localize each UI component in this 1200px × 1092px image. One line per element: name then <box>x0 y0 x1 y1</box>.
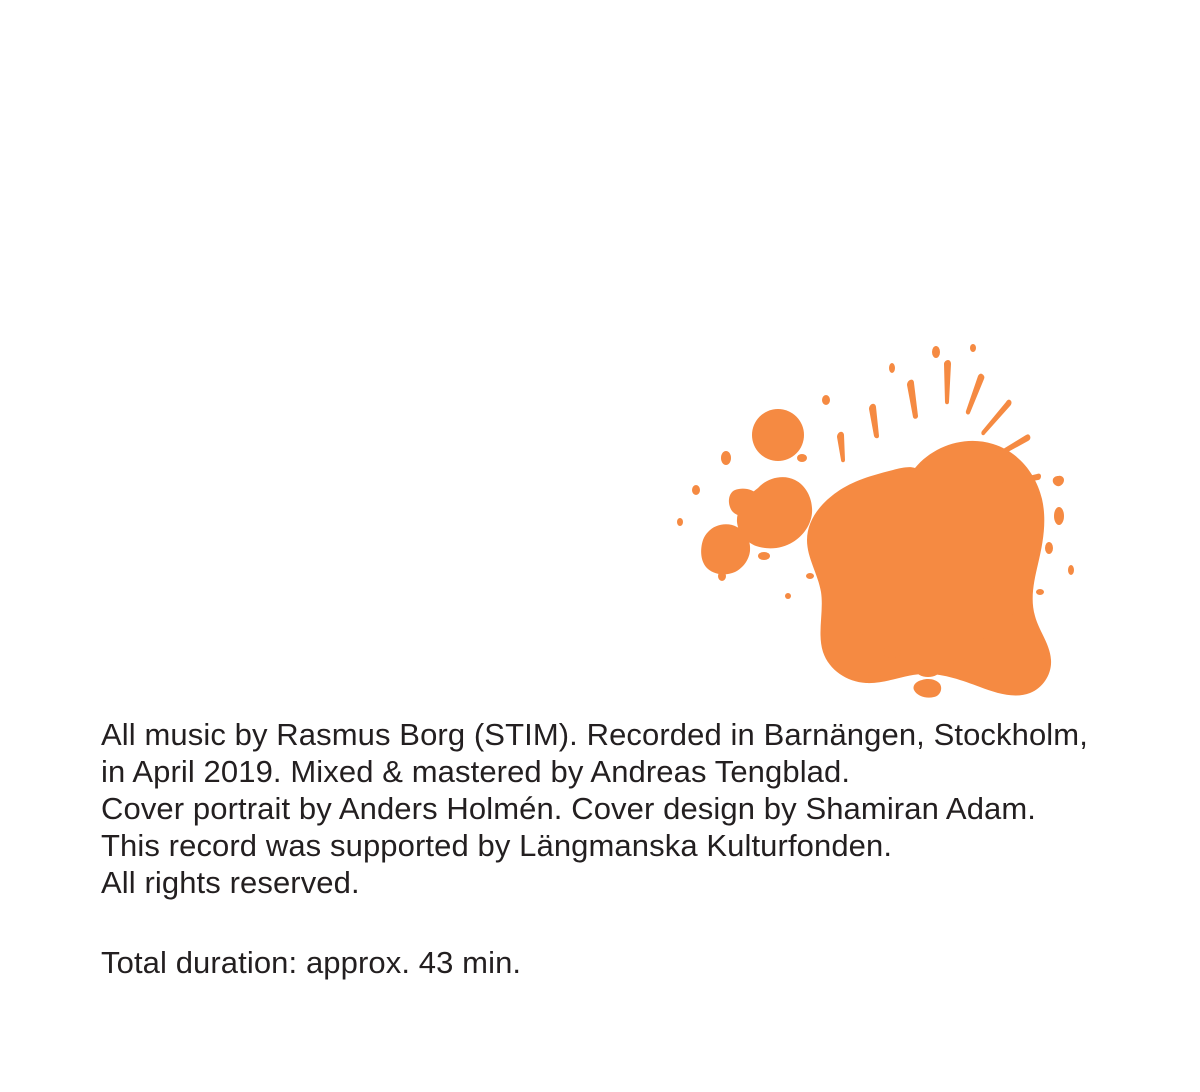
credit-line-2: in April 2019. Mixed & mastered by Andreas Tengblad. <box>101 754 851 789</box>
credit-line-3: Cover portrait by Anders Holmén. Cover design by Shamiran Adam. <box>101 791 1037 826</box>
credit-line-4: This record was supported by Längmanska Kulturfonden. <box>101 828 893 863</box>
credits-block <box>101 716 1111 901</box>
credit-line-5: All rights reserved. <box>101 865 360 900</box>
credit-line-1: All music by Rasmus Borg (STIM). Recorded in Barnängen, Stockholm, <box>101 717 1088 752</box>
total-duration-text: Total duration: approx. 43 min. <box>101 945 522 980</box>
orange-paint-splatter-graphic <box>660 340 1090 720</box>
